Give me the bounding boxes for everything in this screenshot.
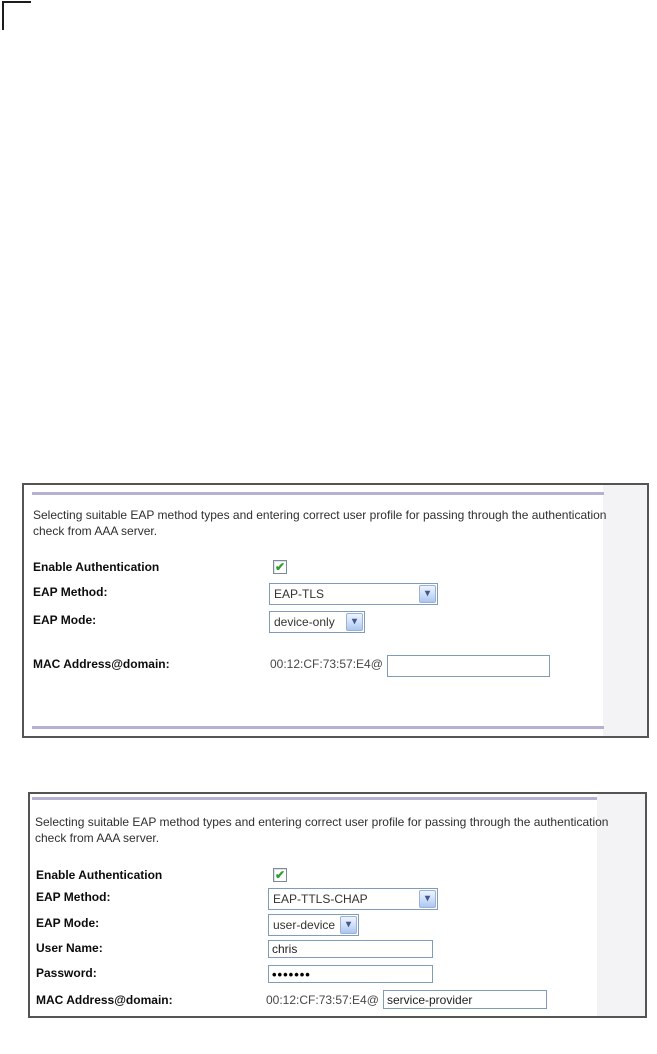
password-label: Password: (36, 966, 97, 980)
description-line: Selecting suitable EAP method types and entering correct user profile for passing through the authentication (35, 815, 609, 829)
description-line: check from AAA server. (35, 831, 160, 845)
enable-authentication-checkbox[interactable] (273, 868, 287, 882)
mac-prefix-text: 00:12:CF:73:57:E4@ (266, 993, 379, 1007)
crop-corner-mark (2, 1, 31, 3)
eap-mode-select[interactable] (268, 914, 359, 936)
password-input[interactable] (268, 965, 433, 983)
mac-address-domain-label: MAC Address@domain: (33, 657, 170, 671)
eap-method-select[interactable] (269, 583, 438, 605)
eap-mode-label: EAP Mode: (36, 916, 100, 930)
auth-panel-eap-tls (22, 483, 649, 738)
check-icon: ✔ (274, 867, 286, 882)
user-name-label: User Name: (36, 941, 103, 955)
panel-description (33, 507, 606, 539)
accent-line (32, 726, 604, 729)
description-line: Selecting suitable EAP method types and entering correct user profile for passing through the authentication (33, 508, 607, 522)
chevron-down-icon[interactable]: ▾ (340, 916, 357, 934)
chevron-down-icon[interactable]: ▾ (346, 613, 363, 631)
mac-domain-input[interactable] (387, 655, 550, 677)
check-icon: ✔ (274, 559, 286, 574)
enable-authentication-label: Enable Authentication (36, 868, 163, 882)
chevron-down-icon[interactable]: ▾ (419, 890, 436, 908)
eap-method-value: EAP-TTLS-CHAP (273, 892, 368, 906)
auth-panel-eap-ttls-chap (28, 792, 647, 1018)
mac-address-domain-label: MAC Address@domain: (36, 993, 173, 1007)
accent-line (32, 492, 604, 495)
description-line: check from AAA server. (33, 524, 158, 538)
panel-right-margin (603, 485, 647, 736)
eap-method-label: EAP Method: (33, 585, 108, 599)
eap-method-label: EAP Method: (36, 890, 111, 904)
enable-authentication-checkbox[interactable] (273, 560, 287, 574)
eap-mode-value: user-device (273, 918, 336, 932)
eap-mode-select[interactable] (269, 611, 365, 633)
mac-domain-input[interactable] (383, 990, 547, 1009)
chevron-down-icon[interactable]: ▾ (419, 585, 436, 603)
accent-line (32, 797, 597, 800)
eap-mode-value: device-only (274, 615, 335, 629)
eap-mode-label: EAP Mode: (33, 613, 97, 627)
mac-prefix-text: 00:12:CF:73:57:E4@ (270, 657, 383, 671)
enable-authentication-label: Enable Authentication (33, 560, 160, 574)
panel-description (35, 814, 608, 846)
eap-method-select[interactable] (268, 888, 438, 910)
eap-method-value: EAP-TLS (274, 587, 325, 601)
user-name-input[interactable] (268, 940, 433, 958)
crop-corner-mark (2, 1, 4, 30)
